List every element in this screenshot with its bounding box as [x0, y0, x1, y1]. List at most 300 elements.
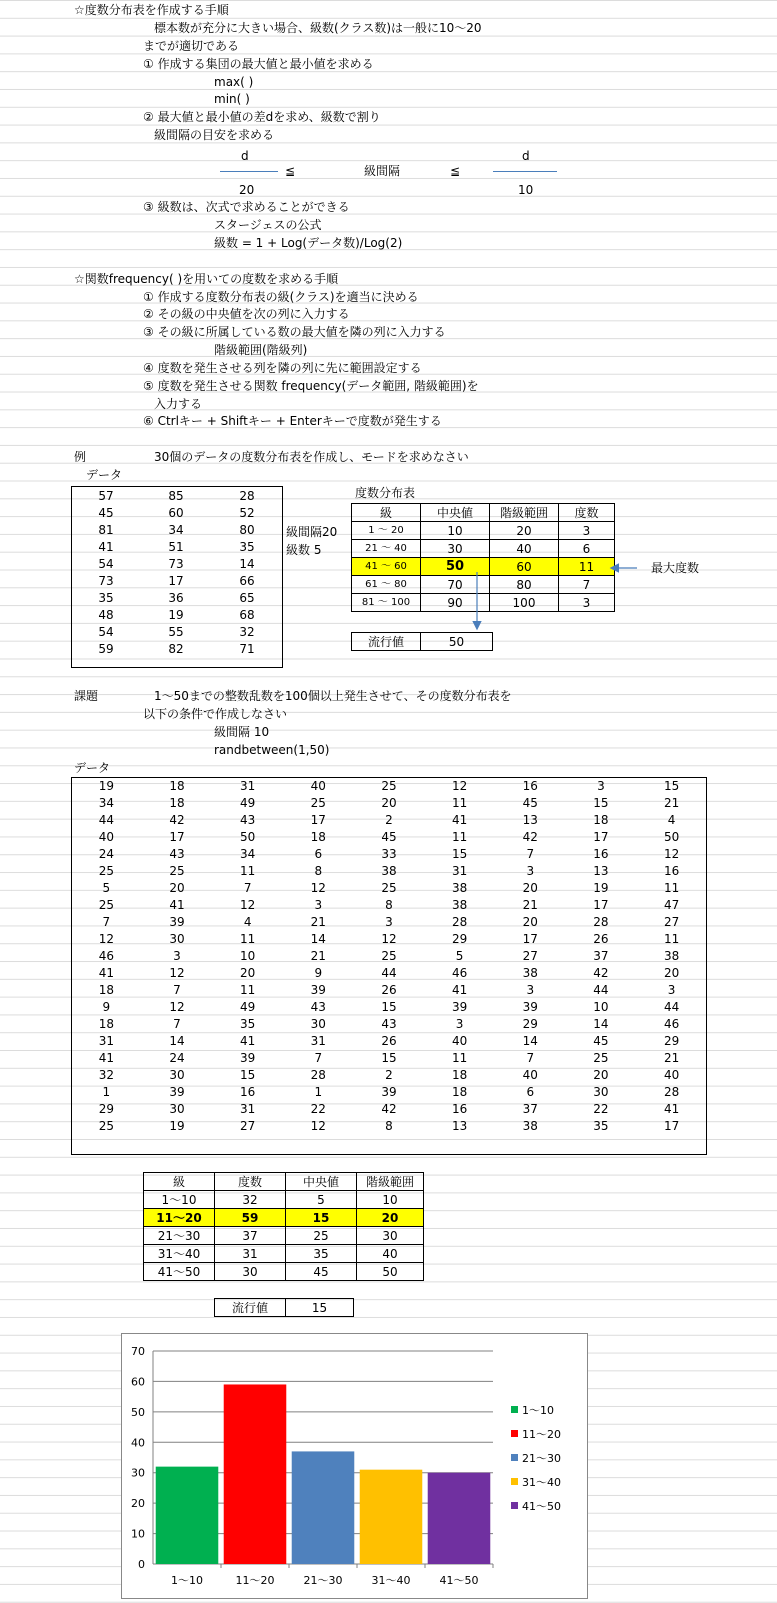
mode-label: 流行値	[352, 633, 421, 651]
less-equal-right: ≦	[450, 164, 461, 178]
data-cell: 31	[310, 1033, 326, 1048]
midpoint-cell: 50	[421, 558, 490, 576]
section2-step5: ⑤ 度数を発生させる関数 frequency(データ範囲, 階級範囲)を	[143, 379, 479, 393]
data-cell: 19	[168, 607, 184, 622]
data-cell: 10	[240, 948, 256, 963]
section1-step2: ② 最大値と最小値の差dを求め、級数で割り	[143, 110, 381, 124]
table-row	[71, 896, 707, 913]
data-cell: 29	[451, 931, 468, 946]
task-description-1: 1〜50までの整数乱数を100個以上発生させて、その度数分布表を	[154, 689, 512, 703]
data-cell: 39	[522, 999, 538, 1014]
range-cell: 30	[357, 1227, 424, 1245]
data-cell: 39	[240, 1050, 256, 1065]
table-row	[71, 555, 283, 572]
frequency-cell: 37	[215, 1227, 286, 1245]
data-cell: 15	[663, 778, 680, 793]
range-cell: 50	[357, 1263, 424, 1281]
y-tick-label: 40	[131, 1436, 145, 1450]
midpoint-cell: 15	[286, 1209, 357, 1227]
fraction-numerator-right: d	[522, 149, 530, 163]
class-cell: 41 〜 60	[352, 558, 421, 576]
data-cell: 14	[239, 556, 255, 571]
table-row	[71, 1049, 707, 1066]
table-row	[71, 1083, 707, 1100]
table-row	[352, 522, 615, 540]
data-cell: 14	[593, 1016, 609, 1031]
example-data-table	[71, 487, 283, 657]
table-row	[71, 998, 707, 1015]
data-cell: 65	[239, 590, 255, 605]
data-cell: 12	[310, 1118, 326, 1133]
frequency-cell: 31	[215, 1245, 286, 1263]
data-cell: 2	[385, 1067, 393, 1082]
data-cell: 3	[314, 897, 323, 912]
class-cell: 1 〜 20	[352, 522, 421, 540]
legend-label: 41〜50	[522, 1500, 561, 1513]
table-row	[71, 947, 707, 964]
data-cell: 31	[98, 1033, 114, 1048]
data-cell: 80	[239, 522, 255, 537]
data-cell: 26	[381, 982, 397, 997]
data-cell: 35	[98, 590, 114, 605]
data-cell: 43	[169, 846, 185, 861]
max-frequency-label: 最大度数	[651, 561, 700, 575]
data-cell: 18	[451, 1067, 468, 1082]
table-row	[71, 1100, 707, 1117]
section2-step1: ① 作成する度数分布表の級(クラス)を適当に決める	[143, 290, 419, 304]
data-cell: 68	[239, 607, 255, 622]
example-mode-table	[351, 632, 493, 651]
column-header: 階級範囲	[357, 1173, 424, 1191]
data-cell: 5	[455, 948, 464, 963]
table-row	[71, 879, 707, 896]
table-row	[71, 589, 283, 606]
table-row	[71, 521, 283, 538]
data-cell: 25	[98, 897, 114, 912]
data-cell: 45	[593, 1033, 609, 1048]
data-cell: 1	[314, 1084, 323, 1099]
data-cell: 41	[451, 982, 468, 997]
data-cell: 7	[243, 880, 252, 895]
data-cell: 46	[98, 948, 114, 963]
data-cell: 41	[98, 965, 114, 980]
section1-step3: ③ 級数は、次式で求めることができる	[143, 200, 350, 214]
section1-title: ☆度数分布表を作成する手順	[74, 3, 229, 17]
frequency-cell: 6	[559, 540, 615, 558]
data-cell: 44	[381, 965, 397, 980]
data-cell: 30	[169, 1101, 185, 1116]
data-cell: 35	[240, 1016, 256, 1031]
frequency-cell: 11	[559, 558, 615, 576]
data-cell: 41	[240, 1033, 256, 1048]
data-cell: 20	[381, 795, 397, 810]
data-cell: 19	[98, 778, 114, 793]
section2-title: ☆関数frequency( )を用いての度数を求める手順	[74, 272, 339, 286]
y-tick-label: 10	[131, 1527, 145, 1541]
table-row	[71, 623, 283, 640]
task-condition-1: 級間隔 10	[214, 725, 270, 739]
data-cell: 13	[522, 812, 538, 827]
data-cell: 18	[593, 812, 609, 827]
min-formula: min( )	[214, 92, 250, 106]
data-cell: 55	[168, 624, 184, 639]
section2-step6: ⑥ Ctrlキー + Shiftキー + Enterキーで度数が発生する	[143, 414, 442, 428]
data-cell: 11	[240, 931, 256, 946]
range-cell: 40	[357, 1245, 424, 1263]
data-cell: 16	[593, 846, 609, 861]
data-cell: 39	[451, 999, 468, 1014]
data-cell: 30	[169, 1067, 185, 1082]
class-cell: 1〜10	[144, 1191, 215, 1209]
data-cell: 29	[522, 1016, 538, 1031]
bar-2	[224, 1384, 287, 1564]
range-cell: 40	[490, 540, 559, 558]
data-cell: 44	[663, 999, 680, 1014]
data-cell: 15	[451, 846, 468, 861]
data-cell: 85	[168, 488, 184, 503]
data-cell: 35	[239, 539, 255, 554]
fraction-line-right	[493, 171, 557, 172]
frequency-cell: 32	[215, 1191, 286, 1209]
data-cell: 66	[239, 573, 255, 588]
table-row	[71, 777, 707, 794]
data-cell: 41	[98, 1050, 114, 1065]
data-cell: 4	[667, 812, 676, 827]
data-cell: 15	[381, 999, 397, 1014]
y-tick-label: 50	[131, 1405, 145, 1419]
data-cell: 7	[526, 846, 535, 861]
data-cell: 20	[593, 1067, 609, 1082]
data-cell: 19	[593, 880, 609, 895]
data-cell: 41	[169, 897, 185, 912]
range-cell: 60	[490, 558, 559, 576]
data-cell: 14	[522, 1033, 538, 1048]
data-cell: 21	[663, 795, 680, 810]
data-cell: 47	[663, 897, 680, 912]
data-cell: 17	[663, 1118, 680, 1133]
data-cell: 40	[451, 1033, 468, 1048]
chart-area	[121, 1333, 588, 1599]
interval-label: 級間隔	[364, 164, 401, 178]
table-header-row	[352, 504, 615, 522]
range-cell: 100	[490, 594, 559, 612]
data-cell: 4	[243, 914, 252, 929]
data-cell: 40	[663, 1067, 680, 1082]
section2-step3b: 階級範囲(階級列)	[214, 343, 308, 357]
max-formula: max( )	[214, 75, 254, 89]
task-label: 課題	[74, 689, 99, 703]
table-row	[71, 930, 707, 947]
data-cell: 43	[240, 812, 256, 827]
midpoint-cell: 5	[286, 1191, 357, 1209]
data-cell: 25	[98, 1118, 114, 1133]
data-cell: 36	[168, 590, 184, 605]
data-cell: 44	[98, 812, 114, 827]
x-tick-label: 41〜50	[439, 1574, 479, 1587]
data-cell: 12	[381, 931, 397, 946]
data-cell: 50	[663, 829, 680, 844]
data-cell: 43	[381, 1016, 397, 1031]
fraction-numerator-left: d	[241, 149, 249, 163]
data-cell: 31	[240, 1101, 256, 1116]
data-cell: 20	[522, 880, 538, 895]
data-cell: 28	[310, 1067, 326, 1082]
data-cell: 39	[169, 1084, 185, 1099]
data-cell: 3	[667, 982, 676, 997]
table-row	[71, 862, 707, 879]
table-row	[352, 633, 493, 651]
table-row	[71, 1066, 707, 1083]
fraction-line-left	[220, 171, 278, 172]
data-cell: 18	[310, 829, 326, 844]
data-cell: 27	[240, 1118, 256, 1133]
data-cell: 6	[314, 846, 323, 861]
data-cell: 14	[169, 1033, 185, 1048]
data-cell: 28	[451, 914, 468, 929]
range-cell: 80	[490, 576, 559, 594]
data-cell: 12	[169, 999, 185, 1014]
data-cell: 73	[168, 556, 184, 571]
mode-label: 流行値	[215, 1299, 286, 1317]
data-cell: 17	[169, 829, 185, 844]
column-header: 級	[144, 1173, 215, 1191]
section2-step4: ④ 度数を発生させる列を隣の列に先に範囲設定する	[143, 361, 422, 375]
task-condition-2: randbetween(1,50)	[214, 743, 330, 757]
data-cell: 34	[98, 795, 114, 810]
data-cell: 13	[593, 863, 609, 878]
y-tick-label: 30	[131, 1466, 145, 1480]
data-cell: 17	[593, 829, 609, 844]
table-row-highlighted	[144, 1209, 424, 1227]
data-cell: 9	[314, 965, 323, 980]
x-tick-label: 31〜40	[371, 1574, 411, 1587]
y-tick-label: 70	[131, 1345, 145, 1358]
data-cell: 38	[522, 1118, 538, 1133]
data-cell: 37	[593, 948, 609, 963]
data-cell: 54	[98, 624, 114, 639]
data-cell: 32	[239, 624, 255, 639]
column-header: 度数	[559, 504, 615, 522]
data-cell: 44	[593, 982, 609, 997]
task-mode-table	[214, 1298, 354, 1317]
data-cell: 18	[169, 778, 185, 793]
table-row	[71, 538, 283, 555]
data-cell: 7	[173, 982, 181, 997]
data-cell: 17	[593, 897, 609, 912]
data-cell: 27	[663, 914, 680, 929]
frequency-cell: 3	[559, 522, 615, 540]
data-cell: 20	[240, 965, 256, 980]
data-cell: 38	[451, 897, 468, 912]
data-cell: 41	[663, 1101, 680, 1116]
table-row	[71, 811, 707, 828]
class-cell: 81 〜 100	[352, 594, 421, 612]
data-cell: 21	[310, 948, 326, 963]
y-tick-label: 60	[131, 1375, 145, 1389]
data-cell: 11	[663, 880, 680, 895]
table-row	[71, 487, 283, 504]
range-cell: 10	[357, 1191, 424, 1209]
data-cell: 29	[663, 1033, 680, 1048]
data-cell: 8	[314, 863, 323, 878]
less-equal-left: ≦	[285, 164, 296, 178]
table-row	[71, 1032, 707, 1049]
data-cell: 7	[102, 914, 111, 929]
data-cell: 71	[239, 641, 255, 656]
table-row	[71, 1117, 707, 1134]
data-cell: 52	[239, 505, 255, 520]
data-cell: 33	[381, 846, 397, 861]
data-cell: 20	[169, 880, 185, 895]
data-cell: 25	[593, 1050, 609, 1065]
data-cell: 17	[522, 931, 538, 946]
section1-para2: までが適切である	[143, 39, 240, 53]
data-cell: 17	[310, 812, 326, 827]
data-cell: 5	[102, 880, 111, 895]
interval-note: 級間隔20	[286, 525, 338, 539]
example-description: 30個のデータの度数分布表を作成し、モードを求めなさい	[154, 450, 469, 464]
data-cell: 15	[381, 1050, 397, 1065]
data-cell: 21	[663, 1050, 680, 1065]
data-cell: 39	[381, 1084, 397, 1099]
table-row	[71, 1015, 707, 1032]
table-row	[71, 981, 707, 998]
data-cell: 46	[663, 1016, 680, 1031]
data-cell: 28	[239, 488, 255, 503]
data-cell: 18	[98, 982, 114, 997]
data-cell: 16	[451, 1101, 468, 1116]
data-cell: 6	[526, 1084, 535, 1099]
data-cell: 22	[593, 1101, 609, 1116]
data-cell: 12	[169, 965, 185, 980]
data-cell: 45	[98, 505, 114, 520]
data-cell: 31	[451, 863, 468, 878]
table-row	[71, 640, 283, 657]
data-cell: 41	[98, 539, 114, 554]
midpoint-cell: 25	[286, 1227, 357, 1245]
table-row	[144, 1227, 424, 1245]
data-cell: 60	[168, 505, 184, 520]
column-header: 中央値	[421, 504, 490, 522]
table-row	[144, 1263, 424, 1281]
class-cell: 31〜40	[144, 1245, 215, 1263]
table-row	[352, 540, 615, 558]
data-cell: 3	[455, 1016, 464, 1031]
legend-swatch	[511, 1478, 518, 1485]
data-cell: 8	[385, 897, 393, 912]
data-cell: 38	[663, 948, 680, 963]
data-cell: 54	[98, 556, 114, 571]
section2-step3: ③ その級に所属している数の最大値を隣の列に入力する	[143, 325, 446, 339]
data-cell: 3	[526, 982, 535, 997]
data-cell: 11	[240, 863, 256, 878]
task-data-table	[71, 777, 707, 1134]
data-cell: 21	[310, 914, 326, 929]
data-cell: 50	[240, 829, 256, 844]
task-description-2: 以下の条件で作成しなさい	[143, 707, 288, 721]
data-cell: 34	[168, 522, 184, 537]
data-cell: 81	[98, 522, 114, 537]
data-cell: 3	[173, 948, 181, 963]
data-cell: 11	[451, 795, 468, 810]
data-cell: 31	[240, 778, 256, 793]
data-cell: 42	[593, 965, 609, 980]
legend-swatch	[511, 1502, 518, 1509]
data-cell: 15	[593, 795, 609, 810]
data-cell: 28	[663, 1084, 680, 1099]
section1-step2b: 級間隔の目安を求める	[154, 128, 275, 142]
data-cell: 59	[98, 641, 114, 656]
data-cell: 49	[240, 795, 256, 810]
data-cell: 11	[663, 931, 680, 946]
table-row	[144, 1245, 424, 1263]
data-cell: 28	[593, 914, 609, 929]
data-cell: 26	[381, 1033, 397, 1048]
column-header: 階級範囲	[490, 504, 559, 522]
table-row	[71, 606, 283, 623]
table-row	[71, 572, 283, 589]
data-cell: 25	[381, 948, 397, 963]
frequency-cell: 59	[215, 1209, 286, 1227]
table-row	[71, 964, 707, 981]
data-cell: 3	[597, 778, 605, 793]
data-cell: 18	[451, 1084, 468, 1099]
data-cell: 2	[385, 812, 393, 827]
section1-step1: ① 作成する集団の最大値と最小値を求める	[143, 57, 374, 71]
frequency-cell: 3	[559, 594, 615, 612]
data-cell: 11	[451, 1050, 468, 1065]
data-cell: 20	[522, 914, 538, 929]
data-cell: 18	[169, 795, 185, 810]
data-cell: 27	[522, 948, 538, 963]
data-cell: 16	[522, 778, 538, 793]
data-cell: 30	[169, 931, 185, 946]
data-cell: 7	[173, 1016, 181, 1031]
data-cell: 12	[451, 778, 468, 793]
data-cell: 25	[98, 863, 114, 878]
data-cell: 26	[593, 931, 609, 946]
data-cell: 51	[168, 539, 184, 554]
data-cell: 48	[98, 607, 114, 622]
data-cell: 15	[240, 1067, 256, 1082]
bar-5	[428, 1473, 491, 1564]
legend-swatch	[511, 1454, 518, 1461]
class-cell: 21〜30	[144, 1227, 215, 1245]
data-cell: 24	[169, 1050, 185, 1065]
class-cell: 11〜20	[144, 1209, 215, 1227]
column-header: 中央値	[286, 1173, 357, 1191]
data-cell: 22	[310, 1101, 326, 1116]
sturges-formula: 級数 = 1 + Log(データ数)/Log(2)	[214, 236, 403, 250]
class-cell: 61 〜 80	[352, 576, 421, 594]
midpoint-cell: 30	[421, 540, 490, 558]
data-cell: 82	[168, 641, 184, 656]
section1-para1: 標本数が充分に大きい場合、級数(クラス数)は一般に10〜20	[154, 21, 482, 35]
table-row	[71, 913, 707, 930]
data-cell: 42	[381, 1101, 397, 1116]
data-cell: 1	[102, 1084, 111, 1099]
data-cell: 25	[381, 880, 397, 895]
data-cell: 3	[385, 914, 393, 929]
data-cell: 40	[310, 778, 326, 793]
data-cell: 16	[240, 1084, 256, 1099]
data-cell: 30	[593, 1084, 609, 1099]
data-cell: 35	[593, 1118, 609, 1133]
data-cell: 25	[169, 863, 185, 878]
data-cell: 20	[663, 965, 680, 980]
data-cell: 18	[98, 1016, 114, 1031]
frequency-bar-chart	[122, 1334, 587, 1598]
